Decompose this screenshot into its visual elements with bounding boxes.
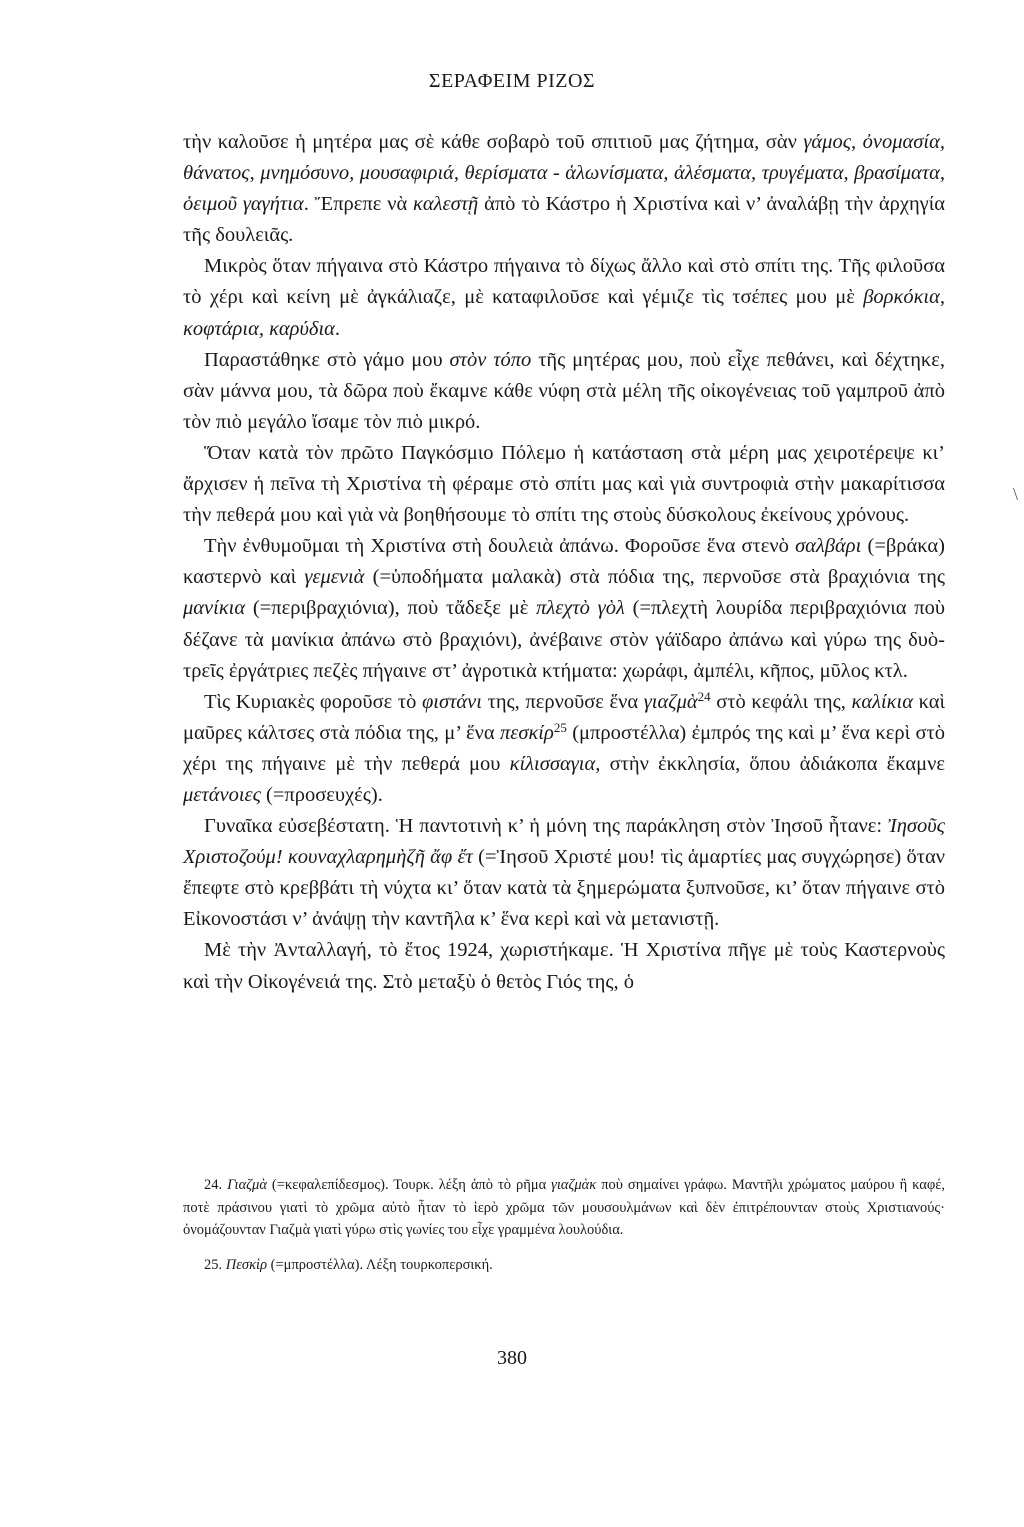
text-run: ἀπὸ τὸ Κάστρο ἡ Χριστίνα καὶ ν’ ἀναλάβῃ τὴν ἀρχηγία τῆς δουλειᾶς. (183, 193, 945, 247)
text-run: (=μπροστέλλα). Λέξη τουρκοπερσική. (267, 1256, 493, 1273)
italic-term: φιστάνι (421, 690, 482, 713)
text-run: (=ὑποδήματα μαλακὰ) στὰ πόδια της, περνοῦσε στὰ βραχιόνια της (364, 566, 945, 589)
paragraph-3 (183, 345, 945, 438)
text-run: (=βράκα) καστερνὸ καὶ (183, 535, 945, 589)
italic-term: πλεχτὸ γὸλ (536, 597, 625, 620)
text-run: 25. (204, 1256, 226, 1273)
text-run: Παραστάθηκε στὸ γάμο μου (204, 348, 450, 371)
italic-term: καλεστῇ (413, 193, 479, 216)
text-run: τὴν καλοῦσε ἡ μητέρα μας σὲ κάθε σοβαρὸ τοῦ σπιτιοῦ μας ζήτημα, σὰν (183, 131, 804, 153)
italic-term: γιαζμὰκ (551, 1177, 597, 1193)
paragraph-4 (183, 438, 945, 531)
italic-term: μανίκια (183, 597, 246, 620)
text-run: (μπροστέλλα) ἐμπρός της καὶ μ’ ἕνα κερὶ στὸ χέρι της πήγαινε μὲ τὴν πεθερά μου (183, 721, 945, 775)
paragraph-8 (183, 935, 945, 997)
italic-term: καλίκια (851, 690, 913, 713)
text-run: Τὴν ἐνθυμοῦμαι τὴ Χριστίνα στὴ δουλειὰ ἀπάνω. Φοροῦσε ἕνα στενὸ (204, 535, 796, 558)
italic-term: Ἰησοῦς Χριστοζούμ! κουναχλαρημὴζῆ ἄφ ἔτ (183, 815, 945, 869)
text-run: Τὶς Κυριακὲς φοροῦσε τὸ (204, 690, 422, 713)
text-run: (=Ἰησοῦ Χριστέ μου! τὶς ἁμαρτίες μας συγχώρησε) ὅταν ἔπεφτε στὸ κρεββάτι τὴ νύχτα κι’ ὅταν κατὰ τὰ ξημερώματα ξυπνοῦσε, κι’ ὅταν πήγαινε στὸ Εἰκονοστάσι ν’ ἀνάψῃ τὴν καντῆλα κ’ ἕνα κερὶ καὶ νὰ μετανιστῇ. (183, 846, 945, 931)
text-run: . Ἔπρεπε νὰ (303, 193, 414, 216)
text-run: (=κεφαλεπίδεσμος). Τουρκ. λέξη ἀπὸ τὸ ρῆμα (266, 1177, 552, 1193)
paragraph-2 (183, 251, 945, 344)
text-run: 24. (204, 1177, 228, 1193)
italic-term: πεσκίρ (499, 721, 554, 744)
paragraph-5 (183, 531, 945, 686)
text-run: , στὴν ἐκκλησία, ὅπου ἀδιάκοπα ἔκαμνε (595, 752, 945, 775)
margin-mark: \ (1013, 484, 1019, 504)
text-run: καὶ μαῦρες κάλτσες στὰ πόδια της, μ’ ἕνα (183, 690, 945, 744)
italic-term: Πεσκὶρ (225, 1256, 268, 1273)
text-run: (=προσευχές). (260, 783, 383, 806)
text-run: Μικρὸς ὅταν πήγαινα στὸ Κάστρο πήγαινα τὸ δίχως ἄλλο καὶ στὸ σπίτι της. Τῆς φιλοῦσα τὸ χέρι καὶ κείνη μὲ ἀγκάλιαζε, μὲ καταφιλοῦσε καὶ γέμιζε τὶς τσέπες μου μὲ (183, 255, 945, 309)
italic-term: Γιαζμὰ (227, 1177, 267, 1193)
text-run: Μὲ τὴν Ἀνταλλαγή, τὸ ἔτος 1924, χωριστήκαμε. Ἡ Χριστίνα πῆγε μὲ τοὺς Καστερνοὺς καὶ τὴν Οἰκογένειά της. Στὸ μεταξὺ ὁ θετὸς Γιός της, ὁ (183, 939, 945, 993)
italic-term: γεμενιὰ (304, 566, 365, 589)
main-text (183, 127, 945, 998)
page-number: 380 (497, 1347, 527, 1369)
text-run: Ὅταν κατὰ τὸν πρῶτο Παγκόσμιο Πόλεμο ἡ κατάσταση στὰ μέρη μας χειροτέρεψε κι’ ἄρχισεν ἡ πεῖνα τὴ Χριστίνα τὴ φέραμε στὸ σπίτι μας καὶ γιὰ συντροφιὰ στὴν μακαρίτισσα τὴν πεθερά μου καὶ γιὰ νὰ βοηθήσουμε τὸ σπίτι της στοὺς δύσκολους ἐκείνους χρόνους. (183, 441, 945, 527)
italic-term: γιαζμὰ (643, 690, 698, 713)
italic-term: γάμος, ὀνομασία, θάνατος, μνημόσυνο, μουσαφιριά, θερίσματα - ἁλωνίσματα, ἀλέσματα, τρυγέματα, βρασίματα, ὁειμοῦ γαγήτια (183, 131, 945, 216)
footnote-1 (183, 1174, 945, 1242)
text-run: τῆς μητέρας μου, ποὺ εἶχε πεθάνει, καὶ δέχτηκε, σὰν μάννα μου, τὰ δῶρα ποὺ ἔκαμνε κάθε νύφη στὰ μέλη τῆς οἰκογένειας τοῦ γαμπροῦ ἀπὸ τὸν πιὸ μεγάλο ἴσαμε τὸν πιὸ μικρό. (183, 348, 946, 433)
footnotes (183, 1174, 945, 1288)
text-run: της, περνοῦσε ἕνα (481, 690, 644, 713)
text-run: Γυναῖκα εὐσεβέστατη. Ἡ παντοτινὴ κ’ ἡ μόνη της παράκληση στὸν Ἰησοῦ ἦτανε: (204, 815, 888, 838)
italic-term: σαλβάρι (795, 535, 862, 558)
text-run: (=περιβραχιόνια), ποὺ τἄδεξε μὲ (245, 597, 537, 620)
italic-term: βορκόκια, κοφτάρια, καρύδια (183, 286, 945, 340)
paragraph-7 (183, 811, 945, 935)
italic-term: κίλισσαγια (509, 752, 596, 775)
text-run: (=πλεχτὴ λουρίδα περιβραχιόνια ποὺ δέζανε τὰ μανίκια ἀπάνω στὸ βραχιόνι), ἀνέβαινε στὸν γάϊδαρο ἀπάνω καὶ γύρω της δυὸ-τρεῖς ἐργάτριες πεζὲς πήγαινε στ’ ἀγροτικὰ κτήματα: χωράφι, ἀμπέλι, κῆπος, μῦλος κτλ. (183, 597, 945, 682)
footnote-ref: 24 (697, 688, 711, 704)
text-run: . (334, 317, 341, 340)
italic-term: στὸν τόπο (449, 348, 532, 371)
text-run: στὸ κεφάλι της, (710, 690, 852, 713)
italic-term: μετάνοιες (183, 783, 261, 806)
running-header: ΣΕΡΑΦΕΙΜ ΡΙΖΟΣ (428, 70, 596, 92)
footnote-ref: 25 (553, 719, 567, 735)
paragraph-1 (183, 127, 945, 251)
paragraph-6 (183, 687, 945, 811)
text-run: ποὺ σημαίνει γράφω. Μαντῆλι χρώματος μαύρου ἢ καφέ, ποτὲ πράσινου γιατὶ τὸ χρῶμα αὐτὸ ἦταν τὸ ἱερὸ χρῶμα τῶν μουσουλμάνων καὶ δὲν ἐπιτρέπουνταν στοὺς Χριστιανούς· ὀνομάζουνταν Γιαζμὰ γιατὶ γύρω στὶς γωνίες του εἶχε γραμμένα λουλούδια. (183, 1177, 945, 1238)
footnote-2 (183, 1254, 945, 1277)
